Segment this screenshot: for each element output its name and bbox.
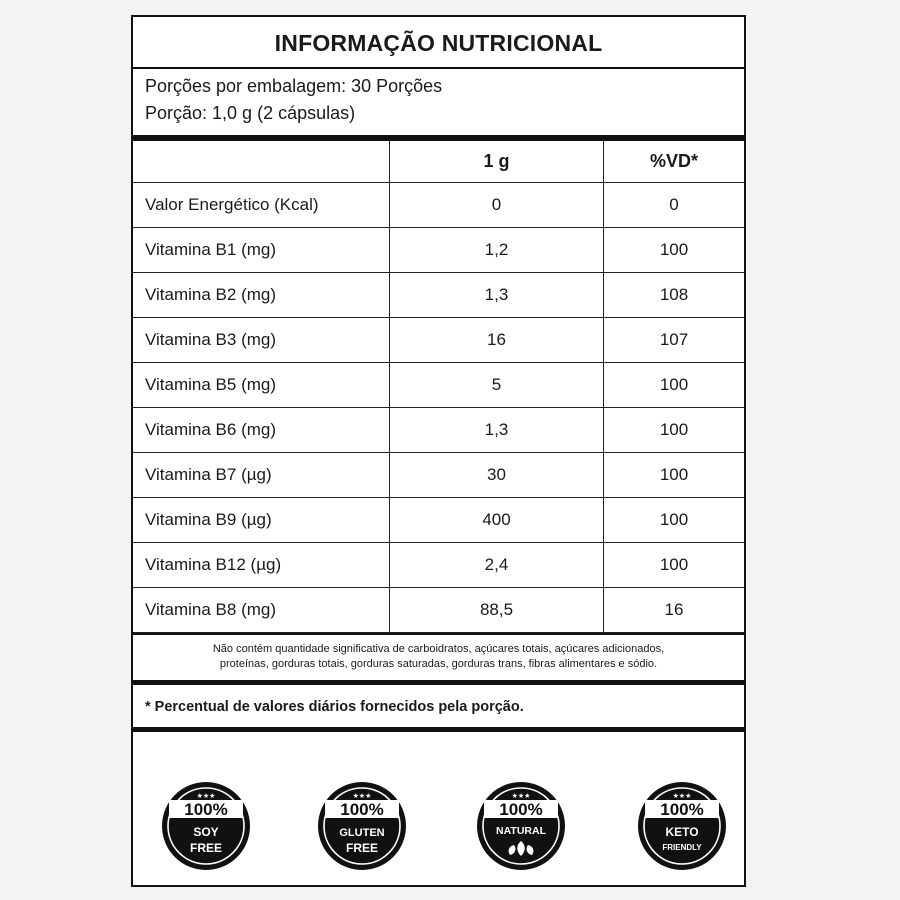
table-row (133, 408, 744, 453)
nutrient-amount: 1,2 (390, 228, 604, 273)
nutrient-amount: 1,3 (390, 408, 604, 453)
svg-text:★★★: ★★★ (352, 792, 372, 800)
table-header-row (133, 141, 744, 183)
nutrient-name: Vitamina B6 (mg) (133, 408, 390, 453)
nutrient-dv: 100 (604, 228, 745, 273)
table-row (133, 228, 744, 273)
nutrient-dv: 100 (604, 363, 745, 408)
table-row (133, 318, 744, 363)
nutrient-amount: 88,5 (390, 588, 604, 633)
servings-per-package: Porções por embalagem: 30 Porções (145, 76, 443, 96)
nutrient-name: Vitamina B3 (mg) (133, 318, 390, 363)
nutrient-dv: 107 (604, 318, 745, 363)
table-row (133, 498, 744, 543)
gluten-free-badge-icon (317, 781, 407, 871)
nutrition-facts-label (131, 15, 746, 887)
note-line-1: Não contém quantidade significativa de carboidratos, açúcares totais, açúcares adicionados, (212, 643, 665, 655)
nutrient-dv: 100 (604, 543, 745, 588)
nutrient-name: Vitamina B8 (mg) (133, 588, 390, 633)
badge-line-1: SOY (193, 825, 219, 839)
nutrient-dv: 100 (604, 408, 745, 453)
nutrient-dv: 100 (604, 498, 745, 543)
nutrient-name: Vitamina B2 (mg) (133, 273, 390, 318)
badge-line-1: NATURAL (496, 825, 546, 837)
badge-row (133, 781, 744, 881)
badge-line-2: FREE (345, 841, 379, 855)
nutrient-dv: 108 (604, 273, 745, 318)
natural-badge-icon (476, 781, 566, 871)
portion-size: Porção: 1,0 g (2 cápsulas) (145, 103, 356, 123)
table-row (133, 588, 744, 633)
badge-percent: 100% (499, 800, 543, 819)
badge-line-1: KETO (665, 825, 699, 839)
badge-line-2: FREE (189, 841, 223, 855)
badge-line-2: FRIENDLY (662, 843, 702, 852)
nutrient-amount: 2,4 (390, 543, 604, 588)
nutrient-name: Vitamina B12 (µg) (133, 543, 390, 588)
header-amount: 1 g (390, 141, 604, 183)
nutrient-dv: 0 (604, 183, 745, 228)
svg-text:★★★: ★★★ (196, 792, 216, 800)
keto-friendly-badge-icon (637, 781, 727, 871)
badge-percent: 100% (184, 800, 228, 819)
thick-divider (133, 727, 744, 732)
badge-line-1: GLUTEN (339, 827, 385, 839)
nutrient-name: Valor Energético (Kcal) (133, 183, 390, 228)
nutrient-dv: 16 (604, 588, 745, 633)
nutrient-amount: 1,3 (390, 273, 604, 318)
label-title: INFORMAÇÃO NUTRICIONAL (133, 17, 744, 69)
table-row (133, 183, 744, 228)
servings-info (133, 69, 744, 135)
header-nutrient (133, 141, 390, 183)
table-row (133, 273, 744, 318)
not-significant-note (133, 633, 744, 680)
badge-percent: 100% (660, 800, 704, 819)
table-row (133, 453, 744, 498)
soy-free-badge-icon (161, 781, 251, 871)
table-row (133, 363, 744, 408)
table-row (133, 543, 744, 588)
note-line-2: proteínas, gorduras totais, gorduras saturadas, gorduras trans, fibras alimentares e sódio. (219, 658, 658, 670)
nutrient-amount: 0 (390, 183, 604, 228)
svg-text:★★★: ★★★ (511, 792, 531, 800)
nutrition-table (133, 141, 744, 633)
svg-text:★★★: ★★★ (672, 792, 692, 800)
nutrient-amount: 30 (390, 453, 604, 498)
badge-percent: 100% (340, 800, 384, 819)
daily-value-footnote: * Percentual de valores diários fornecidos pela porção. (145, 699, 524, 715)
nutrient-name: Vitamina B5 (mg) (133, 363, 390, 408)
nutrient-amount: 5 (390, 363, 604, 408)
nutrient-name: Vitamina B9 (µg) (133, 498, 390, 543)
nutrient-amount: 16 (390, 318, 604, 363)
nutrient-amount: 400 (390, 498, 604, 543)
nutrient-name: Vitamina B7 (µg) (133, 453, 390, 498)
nutrient-name: Vitamina B1 (mg) (133, 228, 390, 273)
header-daily-value: %VD* (604, 141, 745, 183)
nutrient-dv: 100 (604, 453, 745, 498)
